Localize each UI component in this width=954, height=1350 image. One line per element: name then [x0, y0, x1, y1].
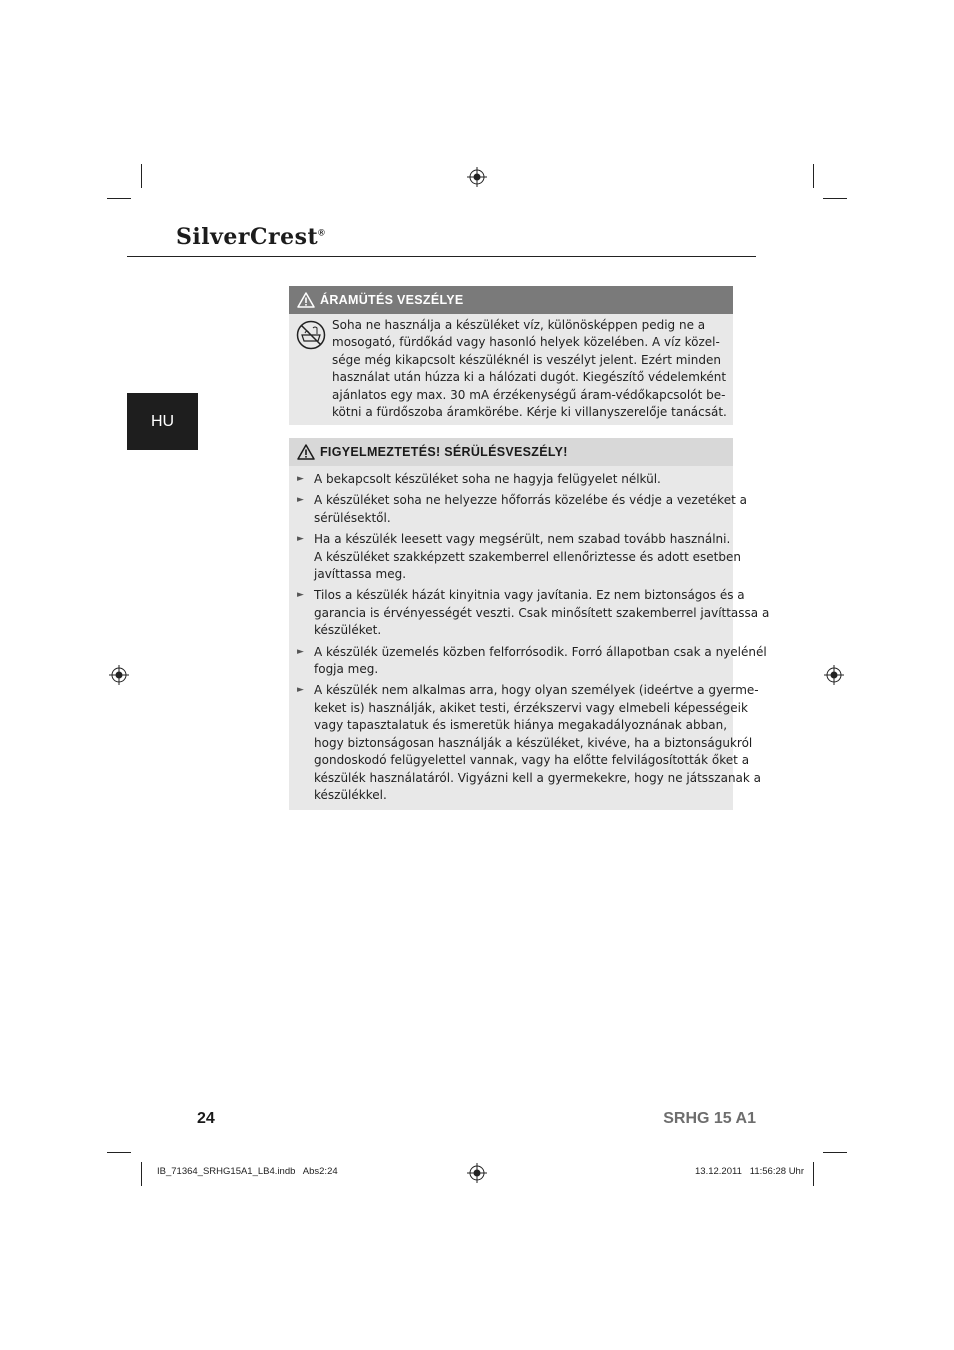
bullet-arrow-icon: ►	[297, 534, 304, 545]
list-item-text	[314, 531, 741, 583]
warning-title: FIGYELMEZTETÉS! SÉRÜLÉSVESZÉLY!	[320, 445, 568, 459]
bullet-arrow-icon: ►	[297, 474, 304, 484]
text-line: javíttassa meg.	[314, 567, 407, 582]
crop-mark	[107, 198, 131, 199]
list-item	[297, 471, 725, 488]
text-line: garancia is érvényességét veszti. Csak minősített szakemberrel javíttassa a	[314, 605, 770, 620]
warning-box-body	[289, 314, 733, 425]
crop-mark	[141, 1162, 142, 1186]
text-line: A készülék üzemelés közben felforrósodik. Forró állapotban csak a nyelénél	[314, 644, 767, 659]
text-line: használat után húzza ki a hálózati dugót. Kiegészítő védelemként	[332, 370, 727, 385]
text-line: A bekapcsolt készüléket soha ne hagyja felügyelet nélkül.	[314, 472, 661, 486]
list-item-text	[314, 492, 747, 527]
crop-mark	[141, 164, 142, 188]
text-line: vagy tapasztalatuk és ismeretük hiánya megakadályoznának abban,	[314, 718, 728, 733]
list-item	[297, 531, 741, 583]
text-line: A készüléket soha ne helyezze hőforrás közelébe és védje a vezetéket a	[314, 493, 747, 508]
text-line: keket is) használják, akiket testi, érzékszervi vagy elmebeli képességeik	[314, 700, 748, 715]
text-line: kötni a fürdőszoba áramkörébe. Kérje ki villanyszerelője tanácsát.	[332, 405, 727, 420]
registration-mark-icon	[824, 665, 844, 685]
text-line: sége még kikapcsolt készüléknél is veszélyt jelent. Ezért minden	[332, 352, 721, 367]
text-line: fogja meg.	[314, 662, 379, 677]
print-slug-left: IB_71364_SRHG15A1_LB4.indb Abs2:24	[157, 1166, 338, 1177]
crop-mark	[107, 1152, 131, 1153]
list-item	[297, 587, 770, 639]
crop-mark	[823, 1152, 847, 1153]
text-line: ajánlatos egy max. 30 mA érzékenységű áram-védőkapcsolót be-	[332, 387, 726, 402]
list-item-text	[314, 471, 661, 488]
brand-logo-text: SilverCrest	[176, 224, 319, 250]
header-divider	[127, 256, 756, 257]
text-line: Ha a készülék leesett vagy megsérült, nem szabad tovább használni.	[314, 532, 731, 547]
list-item-text	[314, 587, 769, 639]
text-line: sérülésektől.	[314, 510, 391, 525]
registration-mark-icon	[467, 1163, 487, 1183]
language-tab: HU	[127, 393, 198, 450]
list-item	[297, 682, 762, 804]
crop-mark	[813, 1162, 814, 1186]
bullet-arrow-icon: ►	[297, 495, 304, 506]
model-name: SRHG 15 A1	[663, 1110, 756, 1127]
list-item-text	[314, 644, 767, 679]
crop-mark	[813, 164, 814, 188]
registered-mark: ®	[318, 227, 326, 238]
page-number: 24	[197, 1110, 215, 1127]
brand-logo	[176, 224, 325, 250]
registration-mark-icon	[109, 665, 129, 685]
text-line: készülék használatáról. Vigyázni kell a gyermekekre, hogy ne játsszanak a	[314, 770, 762, 785]
warning-box-electric	[289, 286, 733, 425]
no-water-bathtub-icon	[296, 320, 326, 350]
warning-box-header	[289, 438, 733, 466]
registration-mark-icon	[467, 167, 487, 187]
warning-box-body	[289, 466, 770, 810]
text-line: készüléket.	[314, 623, 382, 638]
list-item-text	[314, 682, 761, 804]
bullet-arrow-icon: ►	[297, 590, 304, 601]
text-line: Soha ne használja a készüléket víz, különösképpen pedig ne a	[332, 318, 706, 332]
warning-triangle-icon	[297, 444, 315, 460]
bullet-arrow-icon: ►	[297, 685, 304, 696]
warning-triangle-icon	[297, 292, 315, 308]
text-line: gondoskodó felügyelettel vannak, vagy ha előtte felvilágosították őket a	[314, 753, 750, 768]
crop-mark	[823, 198, 847, 199]
list-item	[297, 492, 747, 527]
list-item	[297, 644, 767, 679]
print-slug-right: 13.12.2011 11:56:28 Uhr	[695, 1166, 804, 1177]
bullet-arrow-icon: ►	[297, 646, 304, 657]
warning-box-header	[289, 286, 733, 314]
text-line: A készüléket szakképzett szakemberrel ellenőriztesse és adott esetben	[314, 549, 741, 564]
warning-title: ÁRAMÜTÉS VESZÉLYE	[320, 293, 464, 307]
warning-box-injury	[289, 438, 770, 810]
text-line: Tilos a készülék házát kinyitnia vagy javítania. Ez nem biztonságos és a	[314, 588, 745, 603]
text-line: mosogató, fürdőkád vagy hasonló helyek közelében. A víz közel-	[332, 335, 720, 350]
text-line: A készülék nem alkalmas arra, hogy olyan személyek (ideértve a gyerme-	[314, 683, 759, 698]
warning-text	[332, 317, 727, 421]
text-line: készülékkel.	[314, 787, 387, 802]
text-line: hogy biztonságosan használják a készüléket, kivéve, ha a biztonságukról	[314, 735, 753, 750]
